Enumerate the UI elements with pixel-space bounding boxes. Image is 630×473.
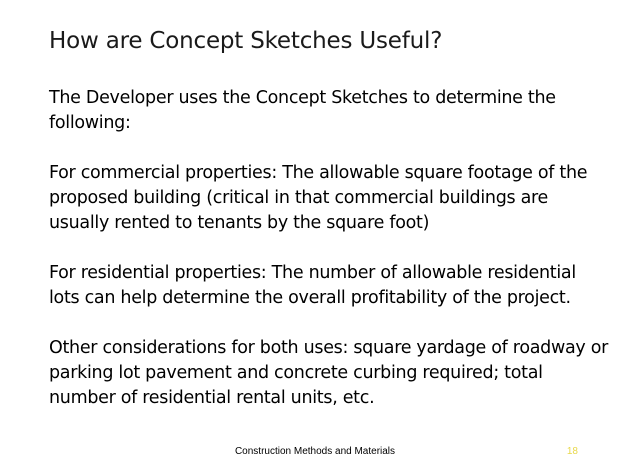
body-paragraph-other: Other considerations for both uses: square yardage of roadway or parking lot pavement and concrete curbing required; total number of residential rental units, etc. bbox=[49, 338, 609, 408]
slide-footer: Construction Methods and Materials bbox=[234, 446, 396, 457]
slide-title: How are Concept Sketches Useful? bbox=[49, 28, 443, 54]
body-paragraph-commercial: For commercial properties: The allowable square footage of the proposed building (critical in that commercial buildings are usually rented to tenants by the square foot) bbox=[49, 163, 588, 233]
body-paragraph-intro: The Developer uses the Concept Sketches to determine the following: bbox=[49, 88, 556, 133]
slide-number: 18 bbox=[566, 446, 578, 457]
body-paragraph-residential: For residential properties: The number of allowable residential lots can help determine the overall profitability of the project. bbox=[49, 263, 576, 308]
slide-body bbox=[49, 86, 609, 436]
